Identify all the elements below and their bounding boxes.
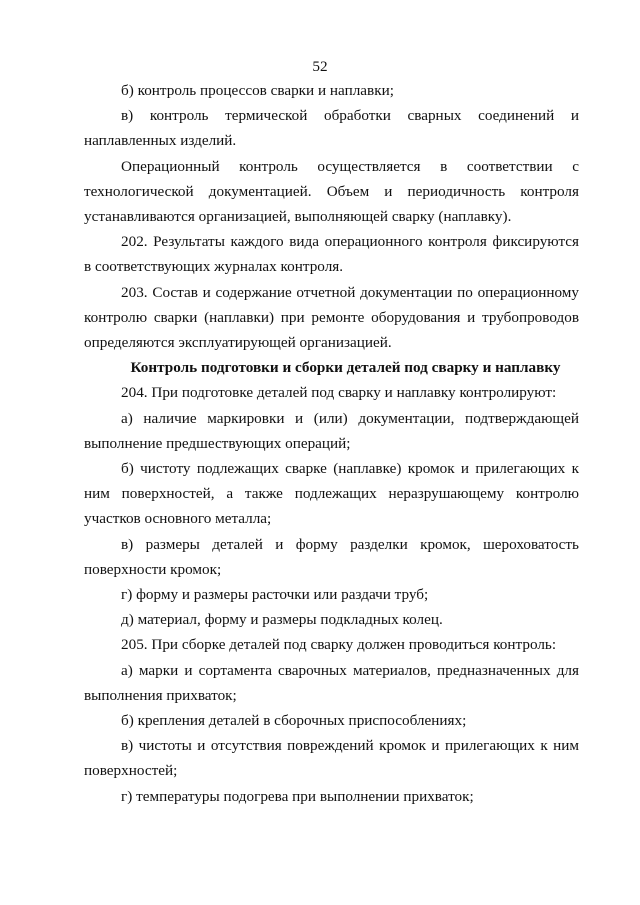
- paragraph-204-b: б) чистоту подлежащих сварке (наплавке) кромок и прилегающих к ним поверхностей, а также подлежащих неразрушающему контролю участков основного металла;: [84, 460, 579, 528]
- paragraph-204-g: г) форму и размеры расточки или раздачи труб;: [121, 586, 429, 604]
- paragraph-item-b-welding-control: б) контроль процессов сварки и наплавки;: [121, 82, 394, 99]
- paragraph-204-d: д) материал, форму и размеры подкладных колец.: [121, 611, 443, 629]
- document-body: [84, 78, 579, 809]
- paragraph-item-v-heat-treatment: в) контроль термической обработки сварных соединений и наплавленных изделий.: [84, 107, 579, 150]
- paragraph-204-a: а) наличие маркировки и (или) документации, подтверждающей выполнение предшествующих операций;: [84, 409, 579, 452]
- paragraph-203: 203. Состав и содержание отчетной документации по операционному контролю сварки (наплавки) при ремонте оборудования и трубопроводов определяются эксплуатирующей организацией.: [84, 283, 579, 352]
- paragraph-205-v: в) чистоты и отсутствия повреждений кромок и прилегающих к ним поверхностей;: [84, 737, 579, 780]
- paragraph-204-v: в) размеры деталей и форму разделки кромок, шероховатость поверхности кромок;: [84, 535, 579, 578]
- paragraph-204: 204. При подготовке деталей под сварку и наплавку контролируют:: [121, 384, 557, 402]
- paragraph-202: 202. Результаты каждого вида операционного контроля фиксируются в соответствующих журналах контроля.: [84, 233, 579, 276]
- paragraph-205-g: г) температуры подогрева при выполнении прихваток;: [121, 787, 474, 805]
- paragraph-205-a: а) марки и сортамента сварочных материалов, предназначенных для выполнения прихваток;: [84, 661, 579, 704]
- page-number: 52: [312, 58, 328, 75]
- section-heading: Контроль подготовки и сборки деталей под сварку и наплавку: [130, 359, 561, 377]
- paragraph-operational-control: Операционный контроль осуществляется в соответствии с технологической документацией. Объем и периодичность контроля устанавливаются организацией, выполняющей сварку (наплавку).: [84, 157, 579, 226]
- paragraph-205: 205. При сборке деталей под сварку должен проводиться контроль:: [121, 636, 557, 654]
- paragraph-205-b: б) крепления деталей в сборочных приспособлениях;: [121, 712, 467, 730]
